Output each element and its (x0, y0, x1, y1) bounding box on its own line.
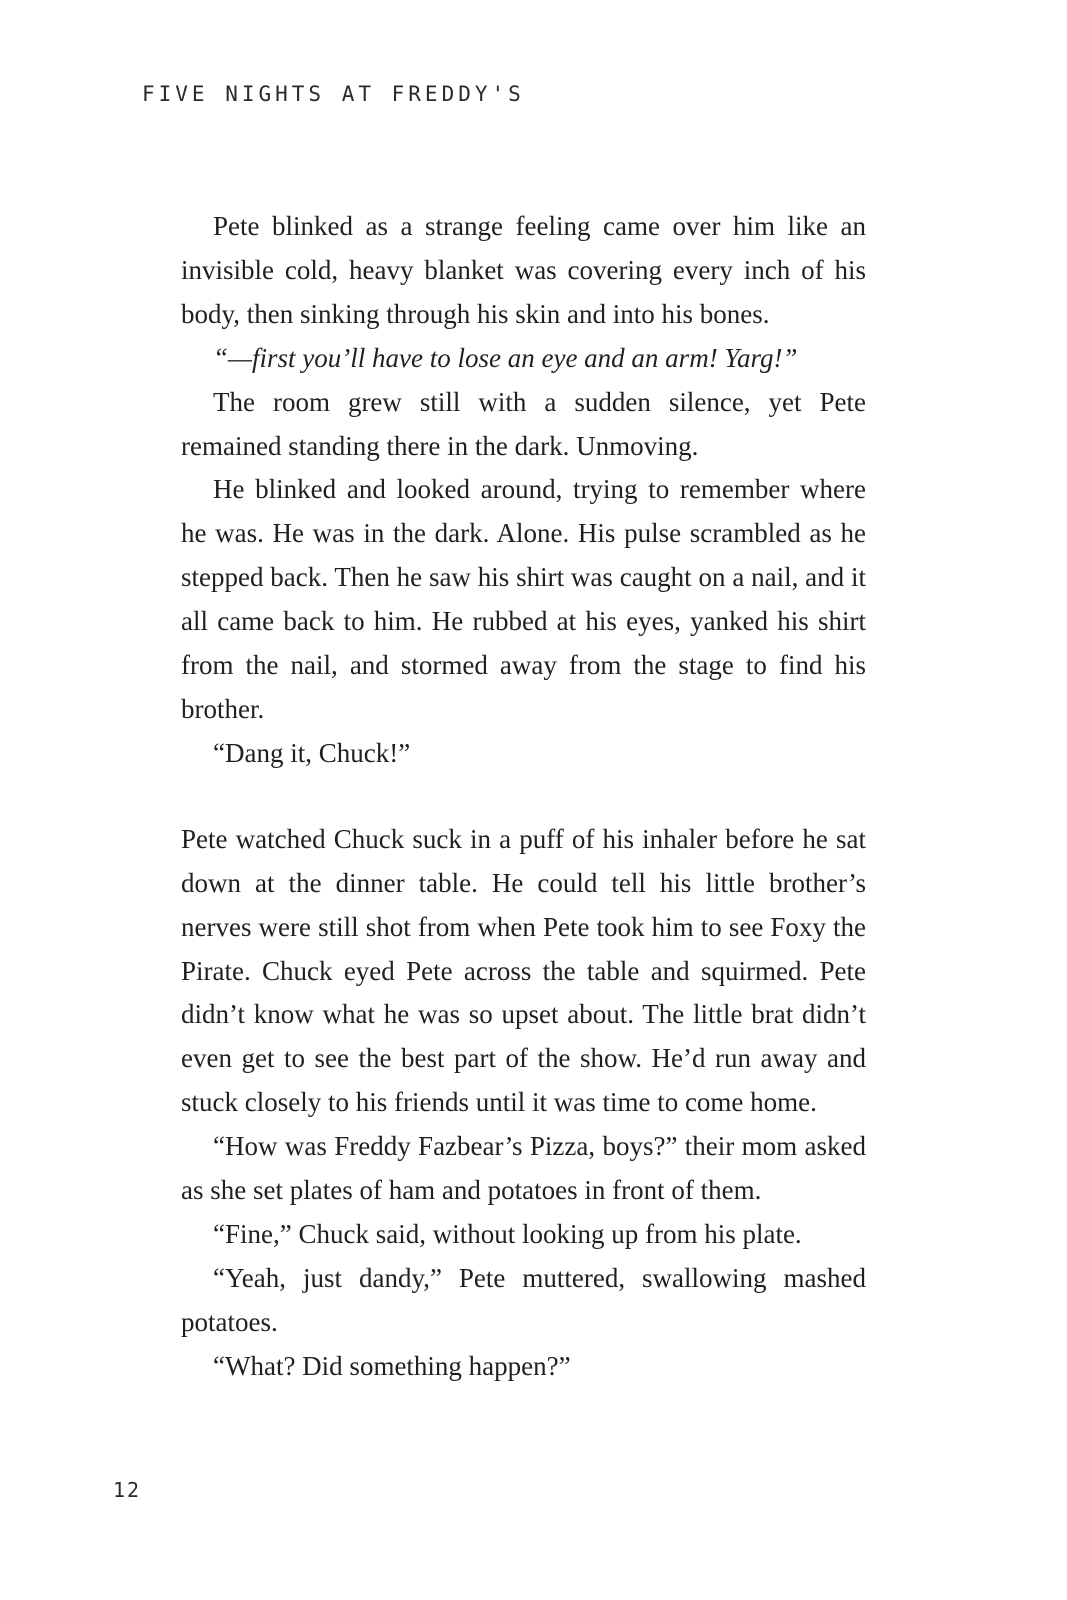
body-text (181, 205, 866, 1389)
paragraph: “What? Did something happen?” (213, 1350, 571, 1381)
paragraph: “Yeah, just dandy,” Pete muttered, swallowing mashed potatoes. (181, 1262, 866, 1337)
paragraph: The room grew still with a sudden silence, yet Pete remained standing there in the dark. Unmoving. (181, 386, 866, 461)
running-header: FIVE NIGHTS AT FREDDY'S (142, 82, 525, 106)
paragraph: Pete blinked as a strange feeling came over him like an invisible cold, heavy blanket was covering every inch of his body, then sinking through his skin and into his bones. (181, 211, 866, 329)
paragraph: “Fine,” Chuck said, without looking up from his plate. (213, 1218, 802, 1249)
paragraph: He blinked and looked around, trying to remember where he was. He was in the dark. Alone. His pulse scrambled as he stepped back. Then he saw his shirt was caught on a nail, and it all came back to him. He rubbed at his eyes, yanked his shirt from the nail, and stormed away from the stage to find his brother. (181, 474, 866, 724)
page-number: 12 (113, 1478, 142, 1502)
paragraph: “How was Freddy Fazbear’s Pizza, boys?” their mom asked as she set plates of ham and potatoes in front of them. (181, 1131, 866, 1206)
paragraph-italic-dialogue: “—first you’ll have to lose an eye and an arm! Yarg!” (213, 342, 798, 373)
paragraph: “Dang it, Chuck!” (213, 737, 411, 768)
section-first-paragraph: Pete watched Chuck suck in a puff of his inhaler before he sat down at the dinner table. He could tell his little brother’s nerves were still shot from when Pete took him to see Foxy the Pirate. Chuck eyed Pete across the table and squirmed. Pete didn’t know what he was so upset about. The little brat didn’t even get to see the best part of the show. He’d run away and stuck closely to his friends until it was time to come home. (181, 823, 866, 1118)
